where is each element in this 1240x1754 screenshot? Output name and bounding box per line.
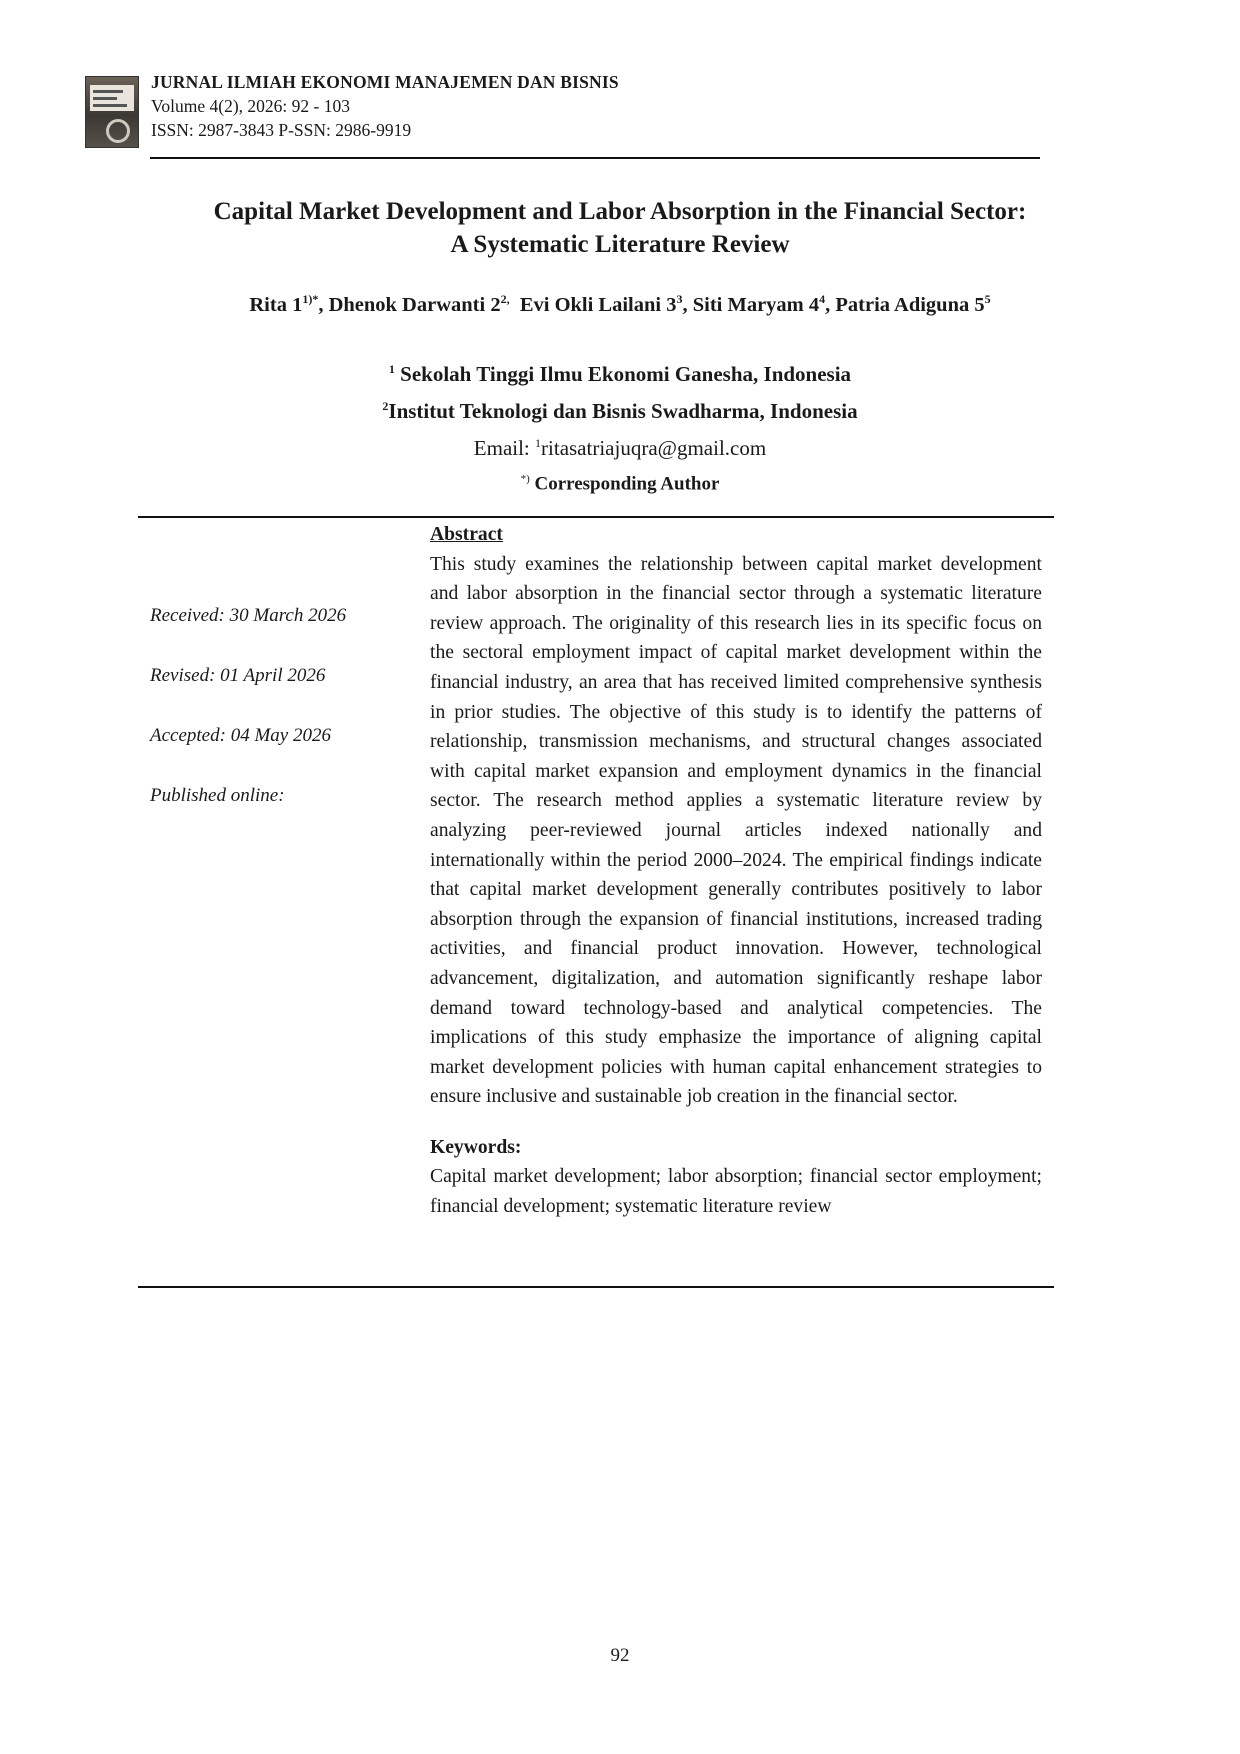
keywords-heading: Keywords: (430, 1136, 522, 1158)
author-2: Dhenok Darwanti $2^{2,}$ (328, 292, 510, 316)
author-1: Rita $1^{1)*}$ (249, 292, 319, 316)
author-5: Patria Adiguna $5^5$ (835, 292, 991, 316)
corresponding-author: *) Corresponding Author (520, 473, 720, 495)
abstract-text: This study examines the relationship between capital market development and labor absorption in the financial sector through a systematic literature review approach. The originality of this research lies in its specific focus on the sectoral employment impact of capital market development within the financial industry, an area that has received limited comprehensive synthesis in prior studies. The objective of this study is to identify the patterns of relationship, transmission mechanisms, and structural changes associated with capital market expansion and employment dynamics in the financial sector. The research method applies a systematic literature review by analyzing peer-reviewed journal articles indexed nationally and internationally within the period 2000–2024. The empirical findings indicate that capital market development generally contributes positively to labor absorption through the expansion of financial institutions, increased trading activities, and financial product innovation. However, technological advancement, digitalization, and automation significantly reshape labor demand toward technology-based and analytical competencies. The implications of this study emphasize the importance of aligning capital market development policies with human capital enhancement strategies to ensure inclusive and sustainable job creation in the financial sector. (430, 553, 1042, 1108)
title-line-2: A Systematic Literature Review (450, 231, 790, 258)
abstract-heading: Abstract (430, 524, 503, 545)
revised-date: Revised: 01 April 2026 (150, 665, 326, 686)
journal-volume: Volume 4(2), 2026: 92 - 103 (151, 96, 350, 116)
journal-issn: ISSN: 2987-3843 P-SSN: 2986-9919 (151, 120, 412, 140)
info-rule-bottom (138, 1286, 1054, 1288)
header-rule (150, 157, 1040, 159)
journal-header (85, 70, 1045, 160)
received-date: Received: 30 March 2026 (150, 605, 347, 626)
journal-logo-icon (85, 76, 139, 148)
keywords-text: Capital market development; labor absorption; financial sector employment; financial development; systematic literature review (430, 1166, 1042, 1218)
info-rule-top (138, 516, 1054, 518)
author-3: Evi Okli Lailani $3^3$ (519, 292, 683, 316)
journal-name: JURNAL ILMIAH EKONOMI MANAJEMEN DAN BISNIS (151, 72, 619, 92)
accepted-date: Accepted: 04 May 2026 (150, 725, 331, 746)
title-block (0, 195, 1240, 261)
abstract-section (430, 520, 1042, 1222)
page-number: 92 (610, 1645, 630, 1666)
affiliation-1: $^1$ Sekolah Tinggi Ilmu Ekonomi Ganesha, Indonesia (388, 362, 852, 386)
affiliation-2: $^2$Institut Teknologi dan Bisnis Swadharma, Indonesia (382, 399, 858, 423)
author-list: Rita $1^{1)*}$, Dhenok Darwanti $2^{2,}$ Evi Okli Lailani $3^3$, Siti Maryam $4^4$, Patria Adiguna $5^5$ (249, 292, 991, 316)
article-dates (150, 605, 346, 845)
affiliations (0, 353, 1240, 499)
author-4: Siti Maryam $4^4$ (692, 292, 826, 316)
published-date: Published online: (150, 785, 285, 806)
paper-title (0, 195, 1240, 261)
email-address[interactable]: ritasatriajuqra@gmail.com (541, 436, 767, 460)
email-line: Email: $^1$ritasatriajuqra@gmail.com (473, 436, 767, 460)
title-line-1: Capital Market Development and Labor Absorption in the Financial Sector: (213, 198, 1027, 225)
